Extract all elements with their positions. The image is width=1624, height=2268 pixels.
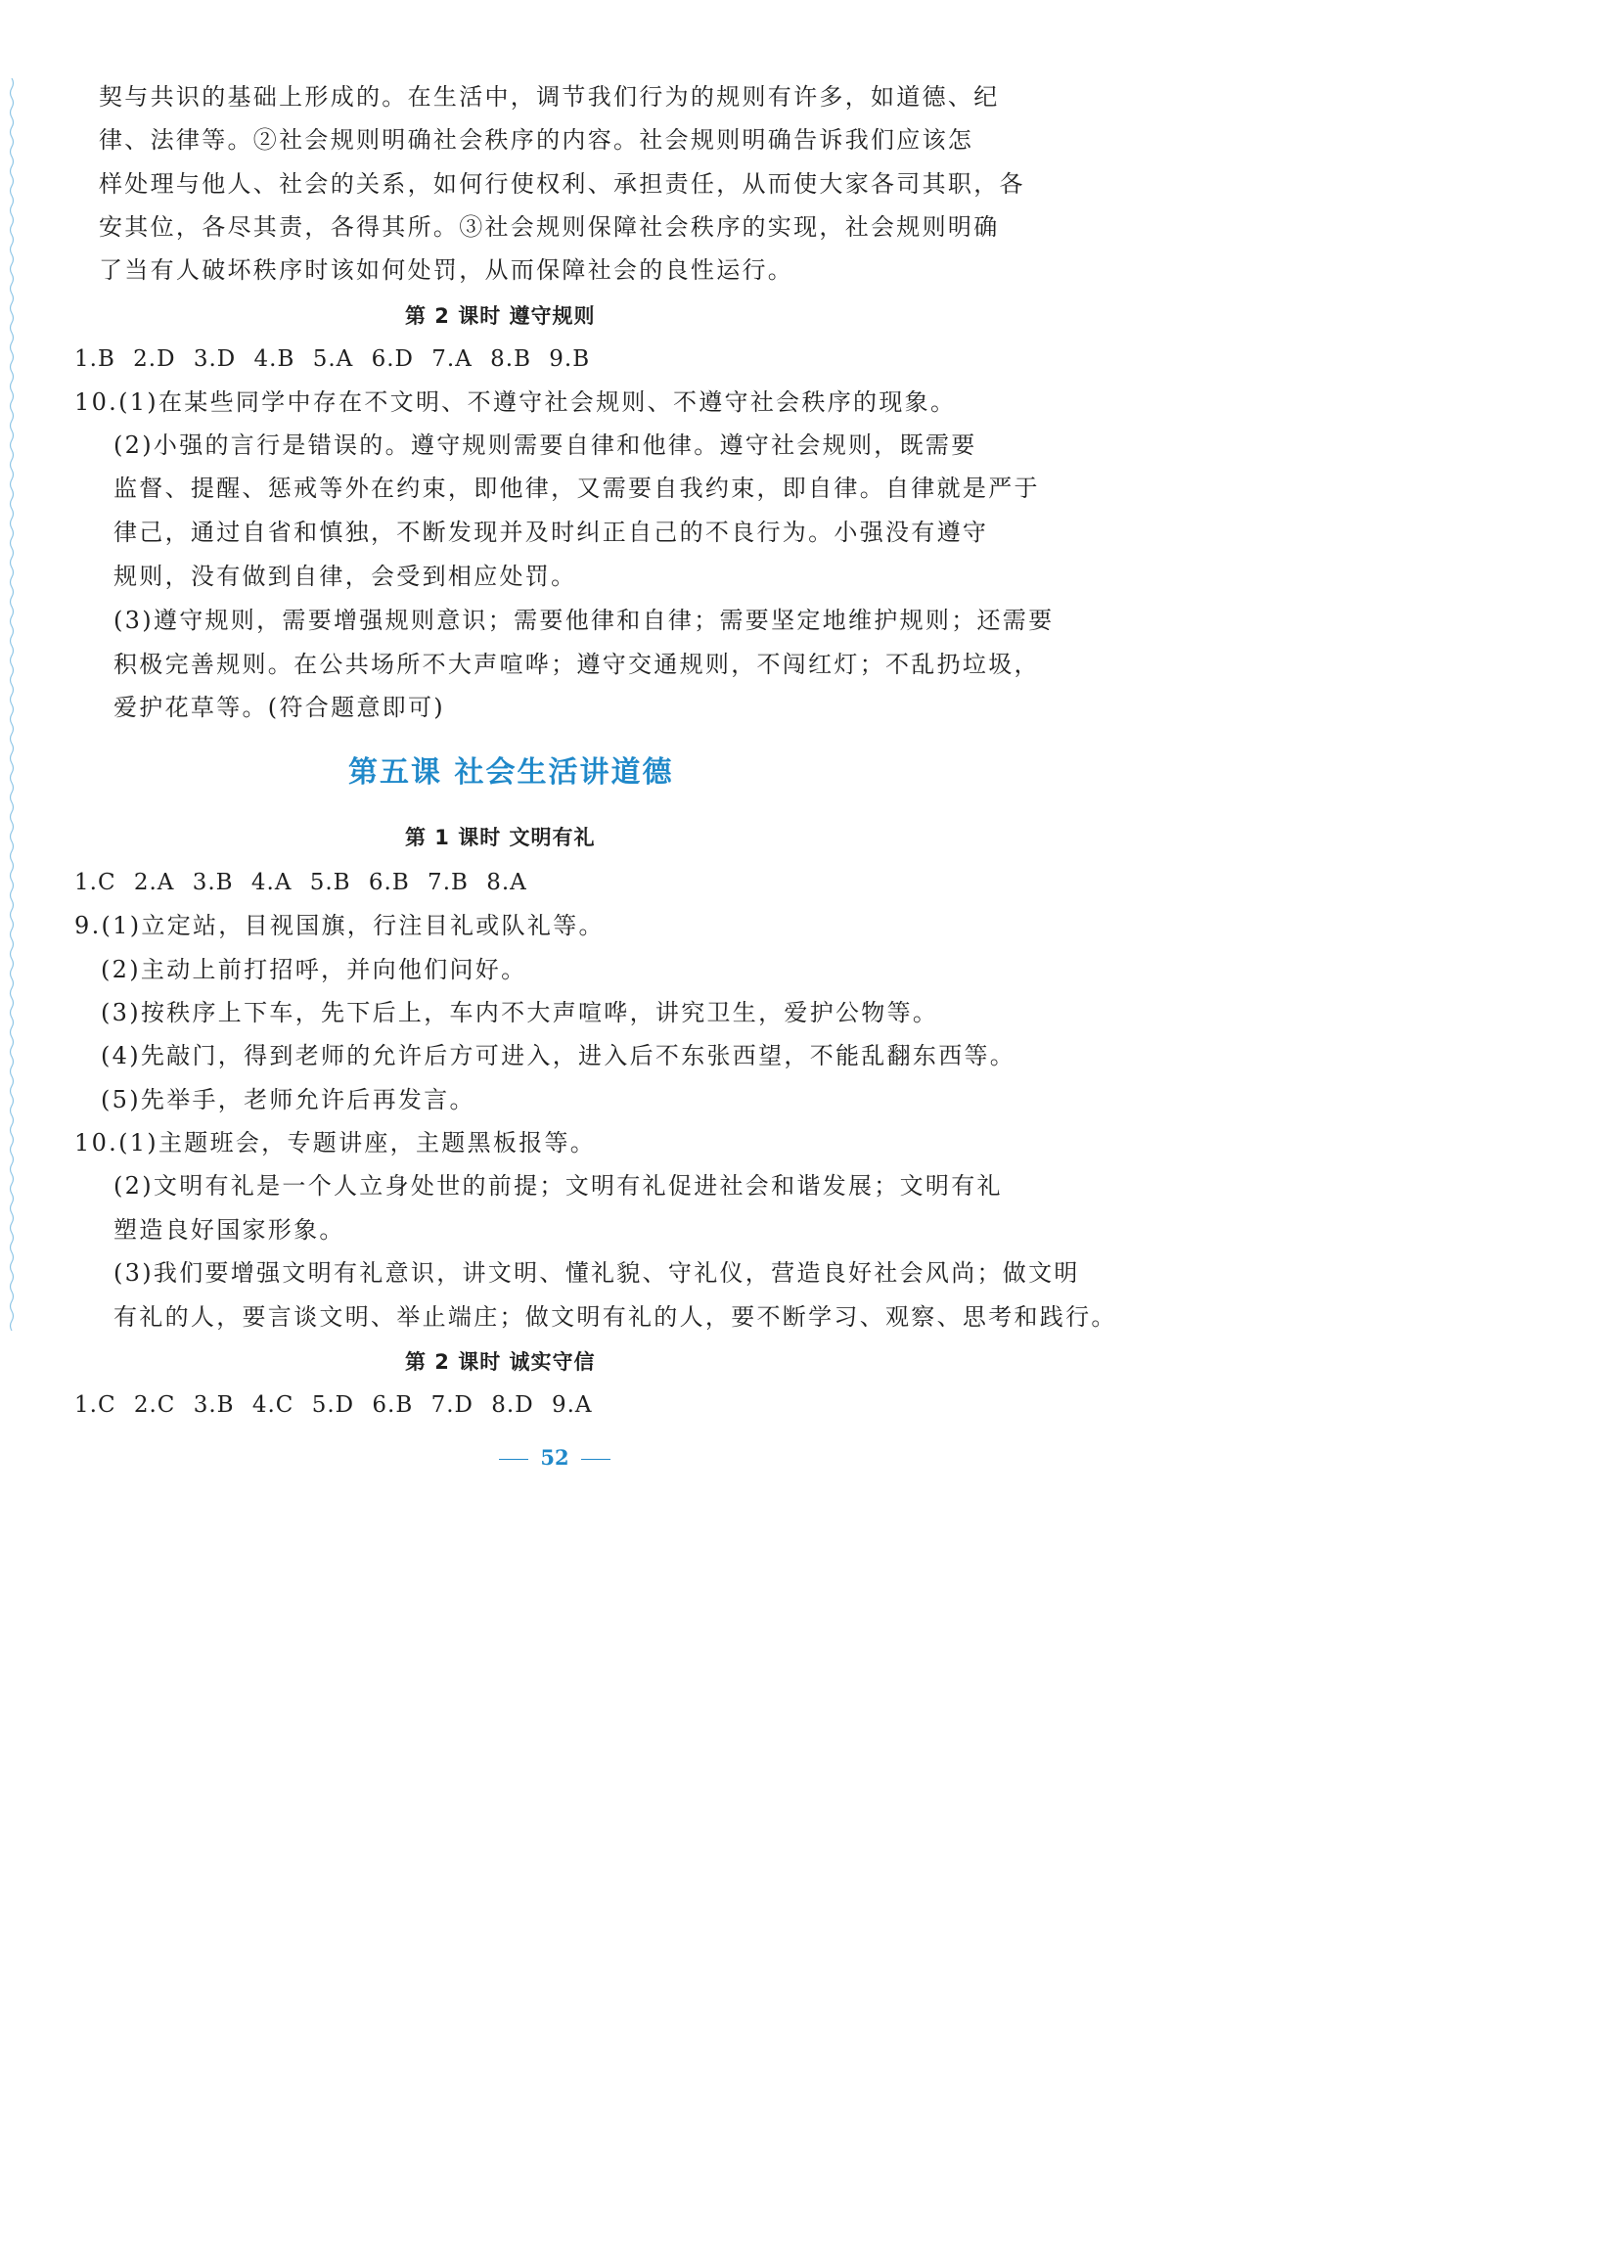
section3-heading: 第 2 课时 诚实守信 bbox=[405, 1350, 596, 1374]
page-number-right-dash bbox=[581, 1459, 610, 1460]
paragraph1-line-5: 了当有人破坏秩序时该如何处罚，从而保障社会的良性运行。 bbox=[99, 256, 794, 284]
section1-q10-part2-line2: 监督、提醒、惩戒等外在约束，即他律，又需要自我约束，即自律。自律就是严于 bbox=[113, 475, 1040, 502]
section2-q10-part2-line2: 塑造良好国家形象。 bbox=[113, 1216, 345, 1244]
section1-q10-part2-line1: (2)小强的言行是错误的。遵守规则需要自律和他律。遵守社会规则，既需要 bbox=[113, 431, 977, 459]
page-number-left-dash bbox=[499, 1459, 528, 1460]
section2-q10-part2-line1: (2)文明有礼是一个人立身处世的前提；文明有礼促进社会和谐发展；文明有礼 bbox=[113, 1172, 1003, 1200]
section2-q9-part4: (4)先敲门，得到老师的允许后方可进入，进入后不东张西望，不能乱翻东西等。 bbox=[101, 1042, 1016, 1069]
section1-q10-part3-line2: 积极完善规则。在公共场所不大声喧哗；遵守交通规则，不闯红灯；不乱扔垃圾， bbox=[113, 651, 1040, 678]
section3-choice-answers: 1.C 2.C 3.B 4.C 5.D 6.B 7.D 8.D 9.A bbox=[74, 1392, 593, 1418]
section1-choice-answers: 1.B 2.D 3.D 4.B 5.A 6.D 7.A 8.B 9.B bbox=[74, 346, 591, 372]
section2-q9-part1: 9.(1)立定站，目视国旗，行注目礼或队礼等。 bbox=[74, 912, 605, 939]
section2-q9-part2: (2)主动上前打招呼，并向他们问好。 bbox=[101, 956, 527, 983]
paragraph1-line-2: 律、法律等。②社会规则明确社会秩序的内容。社会规则明确告诉我们应该怎 bbox=[99, 126, 974, 154]
section1-heading: 第 2 课时 遵守规则 bbox=[405, 304, 596, 328]
section1-q10-part3-line3: 爱护花草等。(符合题意即可) bbox=[113, 694, 445, 721]
paragraph1-line-4: 安其位，各尽其责，各得其所。③社会规则保障社会秩序的实现，社会规则明确 bbox=[99, 213, 1000, 241]
page-number-value: 52 bbox=[540, 1445, 569, 1470]
paragraph1-line-1: 契与共识的基础上形成的。在生活中，调节我们行为的规则有许多，如道德、纪 bbox=[99, 83, 1000, 111]
lesson-title: 第五课 社会生活讲道德 bbox=[348, 755, 674, 790]
section2-q10-part3-line1: (3)我们要增强文明有礼意识，讲文明、懂礼貌、守礼仪，营造良好社会风尚；做文明 bbox=[113, 1259, 1080, 1287]
section2-q9-part3: (3)按秩序上下车，先下后上，车内不大声喧哗，讲究卫生，爱护公物等。 bbox=[101, 999, 939, 1026]
margin-wave-decoration bbox=[8, 78, 16, 1429]
section1-q10-part2-line4: 规则，没有做到自律，会受到相应处罚。 bbox=[113, 563, 577, 590]
section2-q10-part1: 10.(1)主题班会，专题讲座，主题黑板报等。 bbox=[74, 1129, 597, 1157]
section1-q10-part3-line1: (3)遵守规则，需要增强规则意识；需要他律和自律；需要坚定地维护规则；还需要 bbox=[113, 607, 1055, 634]
section1-q10-part2-line3: 律己，通过自省和慎独，不断发现并及时纠正自己的不良行为。小强没有遵守 bbox=[113, 519, 989, 546]
section2-heading: 第 1 课时 文明有礼 bbox=[405, 826, 596, 849]
section2-q9-part5: (5)先举手，老师允许后再发言。 bbox=[101, 1086, 475, 1113]
section2-choice-answers: 1.C 2.A 3.B 4.A 5.B 6.B 7.B 8.A bbox=[74, 870, 527, 895]
page-number bbox=[0, 1445, 1109, 1471]
paragraph1-line-3: 样处理与他人、社会的关系，如何行使权利、承担责任，从而使大家各司其职，各 bbox=[99, 170, 1025, 198]
section1-q10-part1: 10.(1)在某些同学中存在不文明、不遵守社会规则、不遵守社会秩序的现象。 bbox=[74, 388, 957, 416]
section2-q10-part3-line2: 有礼的人，要言谈文明、举止端庄；做文明有礼的人，要不断学习、观察、思考和践行。 bbox=[113, 1303, 1117, 1331]
